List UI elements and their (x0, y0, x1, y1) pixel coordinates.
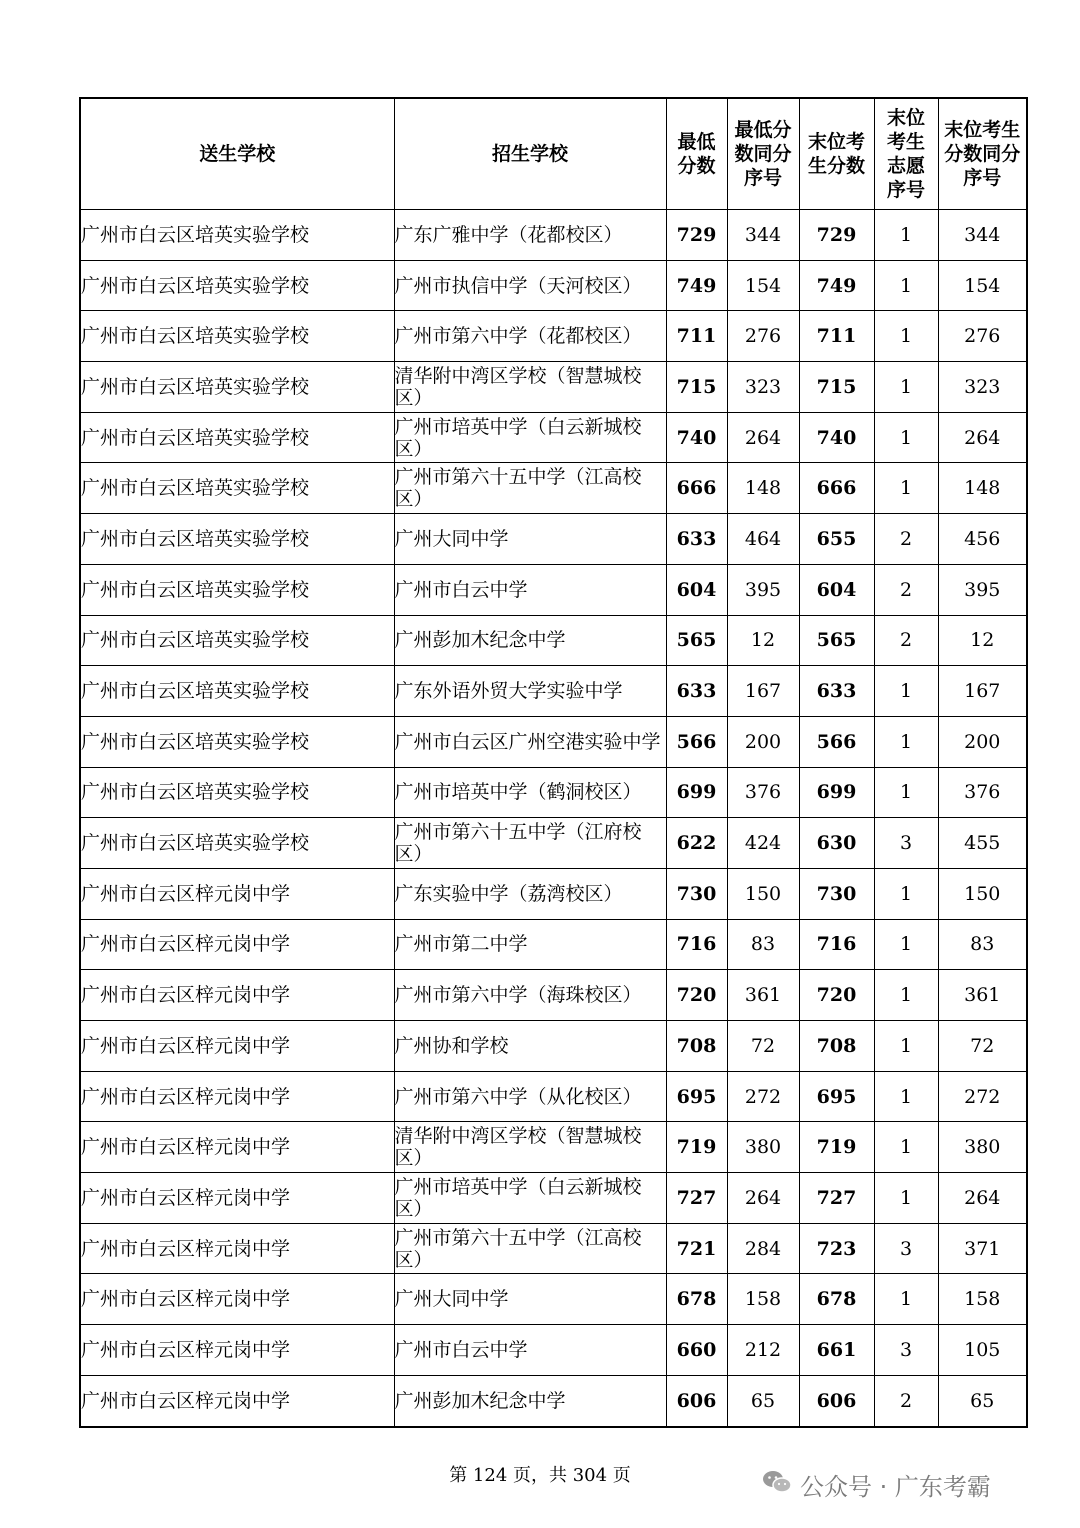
sender-school-cell: 广州市白云区梓元岗中学 (80, 1274, 394, 1325)
min-score-rank-cell: 264 (727, 1173, 799, 1224)
table-row (80, 1122, 1027, 1173)
table-row (80, 260, 1027, 311)
last-score-rank-cell: 12 (938, 615, 1027, 666)
last-score-cell: 749 (799, 260, 874, 311)
last-score-rank-cell: 200 (938, 716, 1027, 767)
last-wish-order-cell: 1 (874, 716, 938, 767)
recruit-school-cell: 广州市白云区广州空港实验中学 (394, 716, 666, 767)
table-row (80, 514, 1027, 565)
min-score-rank-cell: 276 (727, 311, 799, 362)
last-score-rank-cell: 65 (938, 1375, 1027, 1426)
min-score-rank-cell: 424 (727, 818, 799, 869)
last-score-cell: 711 (799, 311, 874, 362)
last-score-cell: 666 (799, 463, 874, 514)
min-score-cell: 566 (666, 716, 727, 767)
last-wish-order-cell: 1 (874, 1021, 938, 1072)
table-row (80, 615, 1027, 666)
sender-school-cell: 广州市白云区培英实验学校 (80, 615, 394, 666)
last-score-rank-cell: 83 (938, 919, 1027, 970)
table-row (80, 1375, 1027, 1426)
sender-school-cell: 广州市白云区培英实验学校 (80, 210, 394, 261)
min-score-rank-cell: 83 (727, 919, 799, 970)
min-score-rank-cell: 212 (727, 1325, 799, 1376)
min-score-cell: 660 (666, 1325, 727, 1376)
min-score-rank-cell: 154 (727, 260, 799, 311)
min-score-rank-cell: 12 (727, 615, 799, 666)
last-score-rank-cell: 72 (938, 1021, 1027, 1072)
wechat-icon (762, 1469, 792, 1501)
last-score-rank-cell: 148 (938, 463, 1027, 514)
last-score-cell: 716 (799, 919, 874, 970)
header-min-score-rank: 最低分 数同分 序号 (727, 98, 799, 210)
table-row (80, 1021, 1027, 1072)
min-score-rank-cell: 395 (727, 564, 799, 615)
last-score-rank-cell: 154 (938, 260, 1027, 311)
table-row (80, 1274, 1027, 1325)
table-row (80, 463, 1027, 514)
min-score-rank-cell: 323 (727, 362, 799, 413)
table-row (80, 919, 1027, 970)
last-wish-order-cell: 2 (874, 514, 938, 565)
recruit-school-cell: 广州市培英中学（白云新城校区） (394, 1173, 666, 1224)
min-score-cell: 719 (666, 1122, 727, 1173)
last-score-cell: 604 (799, 564, 874, 615)
recruit-school-cell: 广州市第六中学（海珠校区） (394, 970, 666, 1021)
table-header-row (80, 98, 1027, 210)
page-number: 第 124 页，共 304 页 (449, 1465, 631, 1486)
sender-school-cell: 广州市白云区培英实验学校 (80, 412, 394, 463)
header-min-score: 最低 分数 (666, 98, 727, 210)
sender-school-cell: 广州市白云区培英实验学校 (80, 564, 394, 615)
admission-score-table (79, 97, 1028, 1428)
min-score-rank-cell: 167 (727, 666, 799, 717)
last-score-cell: 678 (799, 1274, 874, 1325)
min-score-rank-cell: 158 (727, 1274, 799, 1325)
recruit-school-cell: 广州彭加木纪念中学 (394, 1375, 666, 1426)
last-score-cell: 661 (799, 1325, 874, 1376)
last-wish-order-cell: 1 (874, 463, 938, 514)
min-score-rank-cell: 272 (727, 1071, 799, 1122)
min-score-rank-cell: 376 (727, 767, 799, 818)
min-score-cell: 715 (666, 362, 727, 413)
last-wish-order-cell: 1 (874, 210, 938, 261)
sender-school-cell: 广州市白云区培英实验学校 (80, 666, 394, 717)
last-wish-order-cell: 1 (874, 362, 938, 413)
min-score-rank-cell: 72 (727, 1021, 799, 1072)
table-row (80, 362, 1027, 413)
sender-school-cell: 广州市白云区梓元岗中学 (80, 970, 394, 1021)
table-row (80, 818, 1027, 869)
last-wish-order-cell: 1 (874, 970, 938, 1021)
sender-school-cell: 广州市白云区培英实验学校 (80, 260, 394, 311)
min-score-rank-cell: 361 (727, 970, 799, 1021)
sender-school-cell: 广州市白云区培英实验学校 (80, 514, 394, 565)
table-row (80, 1223, 1027, 1274)
last-score-cell: 633 (799, 666, 874, 717)
min-score-cell: 721 (666, 1223, 727, 1274)
recruit-school-cell: 广东外语外贸大学实验中学 (394, 666, 666, 717)
last-score-cell: 699 (799, 767, 874, 818)
last-score-cell: 695 (799, 1071, 874, 1122)
last-wish-order-cell: 1 (874, 412, 938, 463)
sender-school-cell: 广州市白云区梓元岗中学 (80, 1021, 394, 1072)
table-row (80, 564, 1027, 615)
last-score-cell: 715 (799, 362, 874, 413)
last-score-cell: 655 (799, 514, 874, 565)
min-score-rank-cell: 148 (727, 463, 799, 514)
sender-school-cell: 广州市白云区梓元岗中学 (80, 1173, 394, 1224)
recruit-school-cell: 广州市培英中学（白云新城校区） (394, 412, 666, 463)
table-row (80, 868, 1027, 919)
min-score-rank-cell: 65 (727, 1375, 799, 1426)
header-last-wish-order: 末位 考生 志愿 序号 (874, 98, 938, 210)
table-row (80, 210, 1027, 261)
last-score-cell: 723 (799, 1223, 874, 1274)
last-score-rank-cell: 456 (938, 514, 1027, 565)
header-last-score-rank: 末位考生 分数同分 序号 (938, 98, 1027, 210)
table-body (80, 210, 1027, 1427)
sender-school-cell: 广州市白云区梓元岗中学 (80, 1375, 394, 1426)
min-score-rank-cell: 344 (727, 210, 799, 261)
recruit-school-cell: 广东实验中学（荔湾校区） (394, 868, 666, 919)
recruit-school-cell: 广东广雅中学（花都校区） (394, 210, 666, 261)
table-row (80, 767, 1027, 818)
last-wish-order-cell: 1 (874, 767, 938, 818)
recruit-school-cell: 广州市第六十五中学（江高校区） (394, 1223, 666, 1274)
last-score-cell: 729 (799, 210, 874, 261)
min-score-cell: 604 (666, 564, 727, 615)
last-wish-order-cell: 1 (874, 1274, 938, 1325)
last-score-cell: 566 (799, 716, 874, 767)
last-wish-order-cell: 1 (874, 919, 938, 970)
last-wish-order-cell: 2 (874, 615, 938, 666)
last-score-rank-cell: 344 (938, 210, 1027, 261)
sender-school-cell: 广州市白云区梓元岗中学 (80, 1325, 394, 1376)
last-score-rank-cell: 264 (938, 412, 1027, 463)
last-wish-order-cell: 3 (874, 1223, 938, 1274)
min-score-cell: 695 (666, 1071, 727, 1122)
last-wish-order-cell: 3 (874, 1325, 938, 1376)
table-row (80, 666, 1027, 717)
last-score-rank-cell: 150 (938, 868, 1027, 919)
min-score-cell: 730 (666, 868, 727, 919)
recruit-school-cell: 广州市第六中学（从化校区） (394, 1071, 666, 1122)
last-score-cell: 708 (799, 1021, 874, 1072)
last-wish-order-cell: 1 (874, 311, 938, 362)
min-score-cell: 727 (666, 1173, 727, 1224)
last-wish-order-cell: 1 (874, 1122, 938, 1173)
last-wish-order-cell: 1 (874, 1173, 938, 1224)
last-wish-order-cell: 1 (874, 1071, 938, 1122)
recruit-school-cell: 广州大同中学 (394, 1274, 666, 1325)
sender-school-cell: 广州市白云区梓元岗中学 (80, 919, 394, 970)
min-score-cell: 699 (666, 767, 727, 818)
min-score-cell: 711 (666, 311, 727, 362)
last-score-rank-cell: 276 (938, 311, 1027, 362)
min-score-cell: 708 (666, 1021, 727, 1072)
last-score-rank-cell: 272 (938, 1071, 1027, 1122)
last-score-cell: 719 (799, 1122, 874, 1173)
table-row (80, 1173, 1027, 1224)
watermark-text: 公众号 · 广东考霸 (800, 1473, 991, 1501)
min-score-rank-cell: 200 (727, 716, 799, 767)
last-score-rank-cell: 376 (938, 767, 1027, 818)
min-score-cell: 729 (666, 210, 727, 261)
last-score-rank-cell: 167 (938, 666, 1027, 717)
last-score-cell: 730 (799, 868, 874, 919)
min-score-cell: 678 (666, 1274, 727, 1325)
header-last-score: 末位考 生分数 (799, 98, 874, 210)
sender-school-cell: 广州市白云区培英实验学校 (80, 463, 394, 514)
min-score-rank-cell: 284 (727, 1223, 799, 1274)
header-sender-school: 送生学校 (80, 98, 394, 210)
last-score-cell: 727 (799, 1173, 874, 1224)
table-row (80, 1325, 1027, 1376)
last-score-cell: 606 (799, 1375, 874, 1426)
last-wish-order-cell: 1 (874, 260, 938, 311)
sender-school-cell: 广州市白云区培英实验学校 (80, 311, 394, 362)
wechat-watermark (762, 1467, 991, 1502)
min-score-cell: 740 (666, 412, 727, 463)
recruit-school-cell: 广州市执信中学（天河校区） (394, 260, 666, 311)
min-score-rank-cell: 264 (727, 412, 799, 463)
last-wish-order-cell: 1 (874, 868, 938, 919)
last-score-rank-cell: 455 (938, 818, 1027, 869)
last-score-rank-cell: 105 (938, 1325, 1027, 1376)
recruit-school-cell: 广州协和学校 (394, 1021, 666, 1072)
last-wish-order-cell: 2 (874, 1375, 938, 1426)
table-row (80, 970, 1027, 1021)
header-recruit-school: 招生学校 (394, 98, 666, 210)
table-row (80, 716, 1027, 767)
last-score-rank-cell: 371 (938, 1223, 1027, 1274)
sender-school-cell: 广州市白云区梓元岗中学 (80, 1223, 394, 1274)
last-wish-order-cell: 3 (874, 818, 938, 869)
last-score-rank-cell: 380 (938, 1122, 1027, 1173)
last-score-cell: 740 (799, 412, 874, 463)
min-score-cell: 666 (666, 463, 727, 514)
recruit-school-cell: 广州市第六十五中学（江高校区） (394, 463, 666, 514)
min-score-cell: 633 (666, 666, 727, 717)
table-row (80, 1071, 1027, 1122)
min-score-cell: 716 (666, 919, 727, 970)
sender-school-cell: 广州市白云区梓元岗中学 (80, 1071, 394, 1122)
recruit-school-cell: 广州市第二中学 (394, 919, 666, 970)
last-score-cell: 630 (799, 818, 874, 869)
recruit-school-cell: 广州市白云中学 (394, 1325, 666, 1376)
sender-school-cell: 广州市白云区培英实验学校 (80, 362, 394, 413)
sender-school-cell: 广州市白云区梓元岗中学 (80, 868, 394, 919)
recruit-school-cell: 广州大同中学 (394, 514, 666, 565)
recruit-school-cell: 清华附中湾区学校（智慧城校区） (394, 1122, 666, 1173)
last-score-cell: 720 (799, 970, 874, 1021)
min-score-rank-cell: 150 (727, 868, 799, 919)
min-score-cell: 606 (666, 1375, 727, 1426)
last-wish-order-cell: 1 (874, 666, 938, 717)
recruit-school-cell: 广州市第六十五中学（江府校区） (394, 818, 666, 869)
last-score-rank-cell: 158 (938, 1274, 1027, 1325)
table-row (80, 311, 1027, 362)
recruit-school-cell: 广州市白云中学 (394, 564, 666, 615)
recruit-school-cell: 清华附中湾区学校（智慧城校区） (394, 362, 666, 413)
last-wish-order-cell: 2 (874, 564, 938, 615)
sender-school-cell: 广州市白云区梓元岗中学 (80, 1122, 394, 1173)
min-score-cell: 749 (666, 260, 727, 311)
sender-school-cell: 广州市白云区培英实验学校 (80, 818, 394, 869)
min-score-cell: 720 (666, 970, 727, 1021)
recruit-school-cell: 广州市培英中学（鹤洞校区） (394, 767, 666, 818)
min-score-rank-cell: 464 (727, 514, 799, 565)
recruit-school-cell: 广州市第六中学（花都校区） (394, 311, 666, 362)
last-score-rank-cell: 323 (938, 362, 1027, 413)
last-score-rank-cell: 395 (938, 564, 1027, 615)
min-score-cell: 633 (666, 514, 727, 565)
last-score-rank-cell: 361 (938, 970, 1027, 1021)
min-score-cell: 622 (666, 818, 727, 869)
min-score-cell: 565 (666, 615, 727, 666)
sender-school-cell: 广州市白云区培英实验学校 (80, 767, 394, 818)
table-row (80, 412, 1027, 463)
last-score-rank-cell: 264 (938, 1173, 1027, 1224)
sender-school-cell: 广州市白云区培英实验学校 (80, 716, 394, 767)
last-score-cell: 565 (799, 615, 874, 666)
recruit-school-cell: 广州彭加木纪念中学 (394, 615, 666, 666)
min-score-rank-cell: 380 (727, 1122, 799, 1173)
